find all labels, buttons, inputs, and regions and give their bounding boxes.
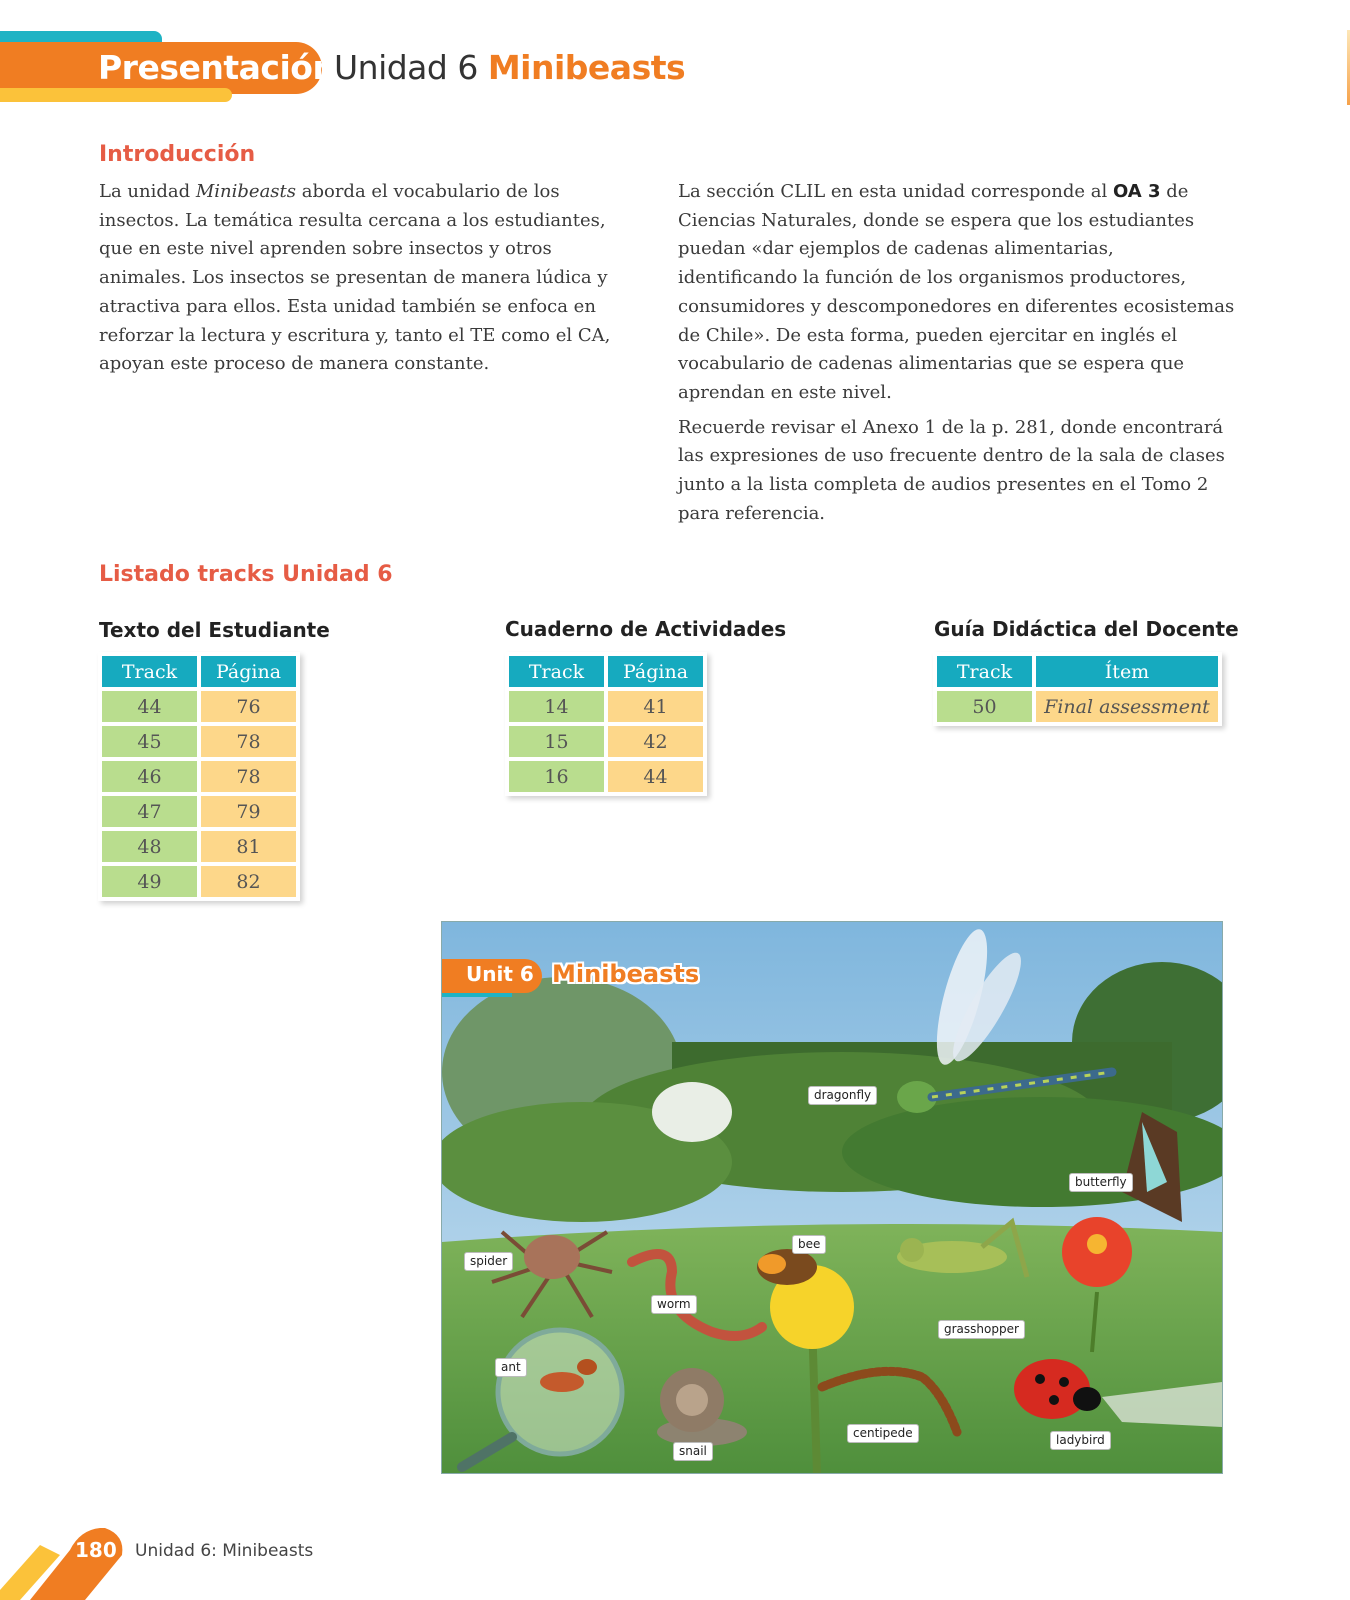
label-bee: bee: [792, 1235, 826, 1254]
col-track: Track: [102, 656, 197, 687]
intro-left-column: [99, 178, 644, 379]
col-item: Ítem: [1036, 656, 1218, 687]
table-row: [102, 866, 296, 897]
cuaderno-actividades-table: [505, 652, 707, 796]
intro-heading: Introducción: [99, 142, 256, 167]
unit6-picture-title: Minibeasts: [552, 960, 700, 988]
pagina-cell: 78: [201, 761, 296, 792]
table-row: [937, 691, 1218, 722]
label-spider: spider: [464, 1252, 513, 1271]
texto-estudiante-table: [98, 652, 300, 901]
intro-right-text-b: de Ciencias Naturales, donde se espera que los estudiantes puedan «dar ejemplos de cadenas alimentarias, identificando la función de los organismos productores, consumidores y descomponedores en diferentes ecosistemas de Chile». De esta forma, pueden ejercitar en inglés el vocabulario de cadenas alimentarias que se espera que aprendan en este nivel.: [678, 181, 1235, 403]
label-worm: worm: [651, 1295, 697, 1314]
track-cell: 47: [102, 796, 197, 827]
tracks-heading: Listado tracks Unidad 6: [99, 562, 393, 587]
intro-right-oa-bold: OA 3: [1112, 181, 1161, 202]
col-track: Track: [509, 656, 604, 687]
label-centipede: centipede: [847, 1424, 919, 1443]
col-pagina: Página: [201, 656, 296, 687]
pagina-cell: 81: [201, 831, 296, 862]
track-cell: 49: [102, 866, 197, 897]
label-ladybird: ladybird: [1050, 1431, 1111, 1450]
table-row: [102, 726, 296, 757]
intro-right-paragraph-1: [678, 178, 1238, 408]
unit-name: Minibeasts: [487, 48, 686, 87]
garden-illustration: [442, 922, 1222, 1473]
unit6-tab-label: Unit 6: [466, 962, 534, 986]
label-snail: snail: [673, 1442, 713, 1461]
guia-docente-table: [933, 652, 1222, 726]
table-row: [509, 726, 703, 757]
col-pagina: Página: [608, 656, 703, 687]
label-grasshopper: grasshopper: [938, 1320, 1025, 1339]
footer-unit-text: Unidad 6: Minibeasts: [135, 1541, 314, 1561]
intro-left-text-b: aborda el vocabulario de los insectos. La temática resulta cercana a los estudiantes, que en este nivel aprenden sobre insectos y otros animales. Los insectos se presentan de manera lúdica y atractiva para ellos. Esta unidad también se enfoca en reforzar la lectura y escritura y, tanto el TE como el CA, apoyan este proceso de manera constante.: [99, 181, 611, 375]
intro-right-column: [678, 178, 1238, 528]
guia-docente-title: Guía Didáctica del Docente: [934, 617, 1239, 641]
table-row: [102, 796, 296, 827]
pagina-cell: 82: [201, 866, 296, 897]
pagina-cell: 76: [201, 691, 296, 722]
cuaderno-actividades-title: Cuaderno de Actividades: [505, 617, 787, 641]
track-cell: 16: [509, 761, 604, 792]
track-cell: 44: [102, 691, 197, 722]
table-row: [102, 761, 296, 792]
track-cell: 15: [509, 726, 604, 757]
label-dragonfly: dragonfly: [808, 1086, 877, 1105]
intro-right-text-a: La sección CLIL en esta unidad corresponde al: [678, 181, 1113, 202]
table-row: [102, 831, 296, 862]
pagina-cell: 42: [608, 726, 703, 757]
track-cell: 50: [937, 691, 1032, 722]
pagina-cell: 78: [201, 726, 296, 757]
col-track: Track: [937, 656, 1032, 687]
label-ant: ant: [495, 1358, 527, 1377]
unit-title: [334, 45, 685, 91]
track-cell: 45: [102, 726, 197, 757]
section-label: Presentación: [98, 48, 336, 87]
intro-left-text-a: La unidad: [99, 181, 196, 202]
intro-right-paragraph-2: Recuerde revisar el Anexo 1 de la p. 281, donde encontrará las expresiones de uso frecuente dentro de la sala de clases junto a la lista completa de audios presentes en el Tomo 2 para referencia.: [678, 416, 1225, 524]
table-row: [509, 691, 703, 722]
item-cell: Final assessment: [1036, 691, 1218, 722]
intro-left-paragraph: [99, 178, 644, 379]
page-number: 180: [75, 1538, 117, 1562]
minibeasts-garden-picture: [441, 921, 1223, 1474]
texto-estudiante-title: Texto del Estudiante: [99, 618, 330, 642]
table-row: [509, 761, 703, 792]
label-butterfly: butterfly: [1069, 1173, 1133, 1192]
pagina-cell: 79: [201, 796, 296, 827]
track-cell: 46: [102, 761, 197, 792]
track-cell: 14: [509, 691, 604, 722]
pagina-cell: 44: [608, 761, 703, 792]
pagina-cell: 41: [608, 691, 703, 722]
intro-left-italic-title: Minibeasts: [195, 181, 297, 202]
table-row: [102, 691, 296, 722]
unit-label: Unidad 6: [334, 48, 478, 87]
track-cell: 48: [102, 831, 197, 862]
